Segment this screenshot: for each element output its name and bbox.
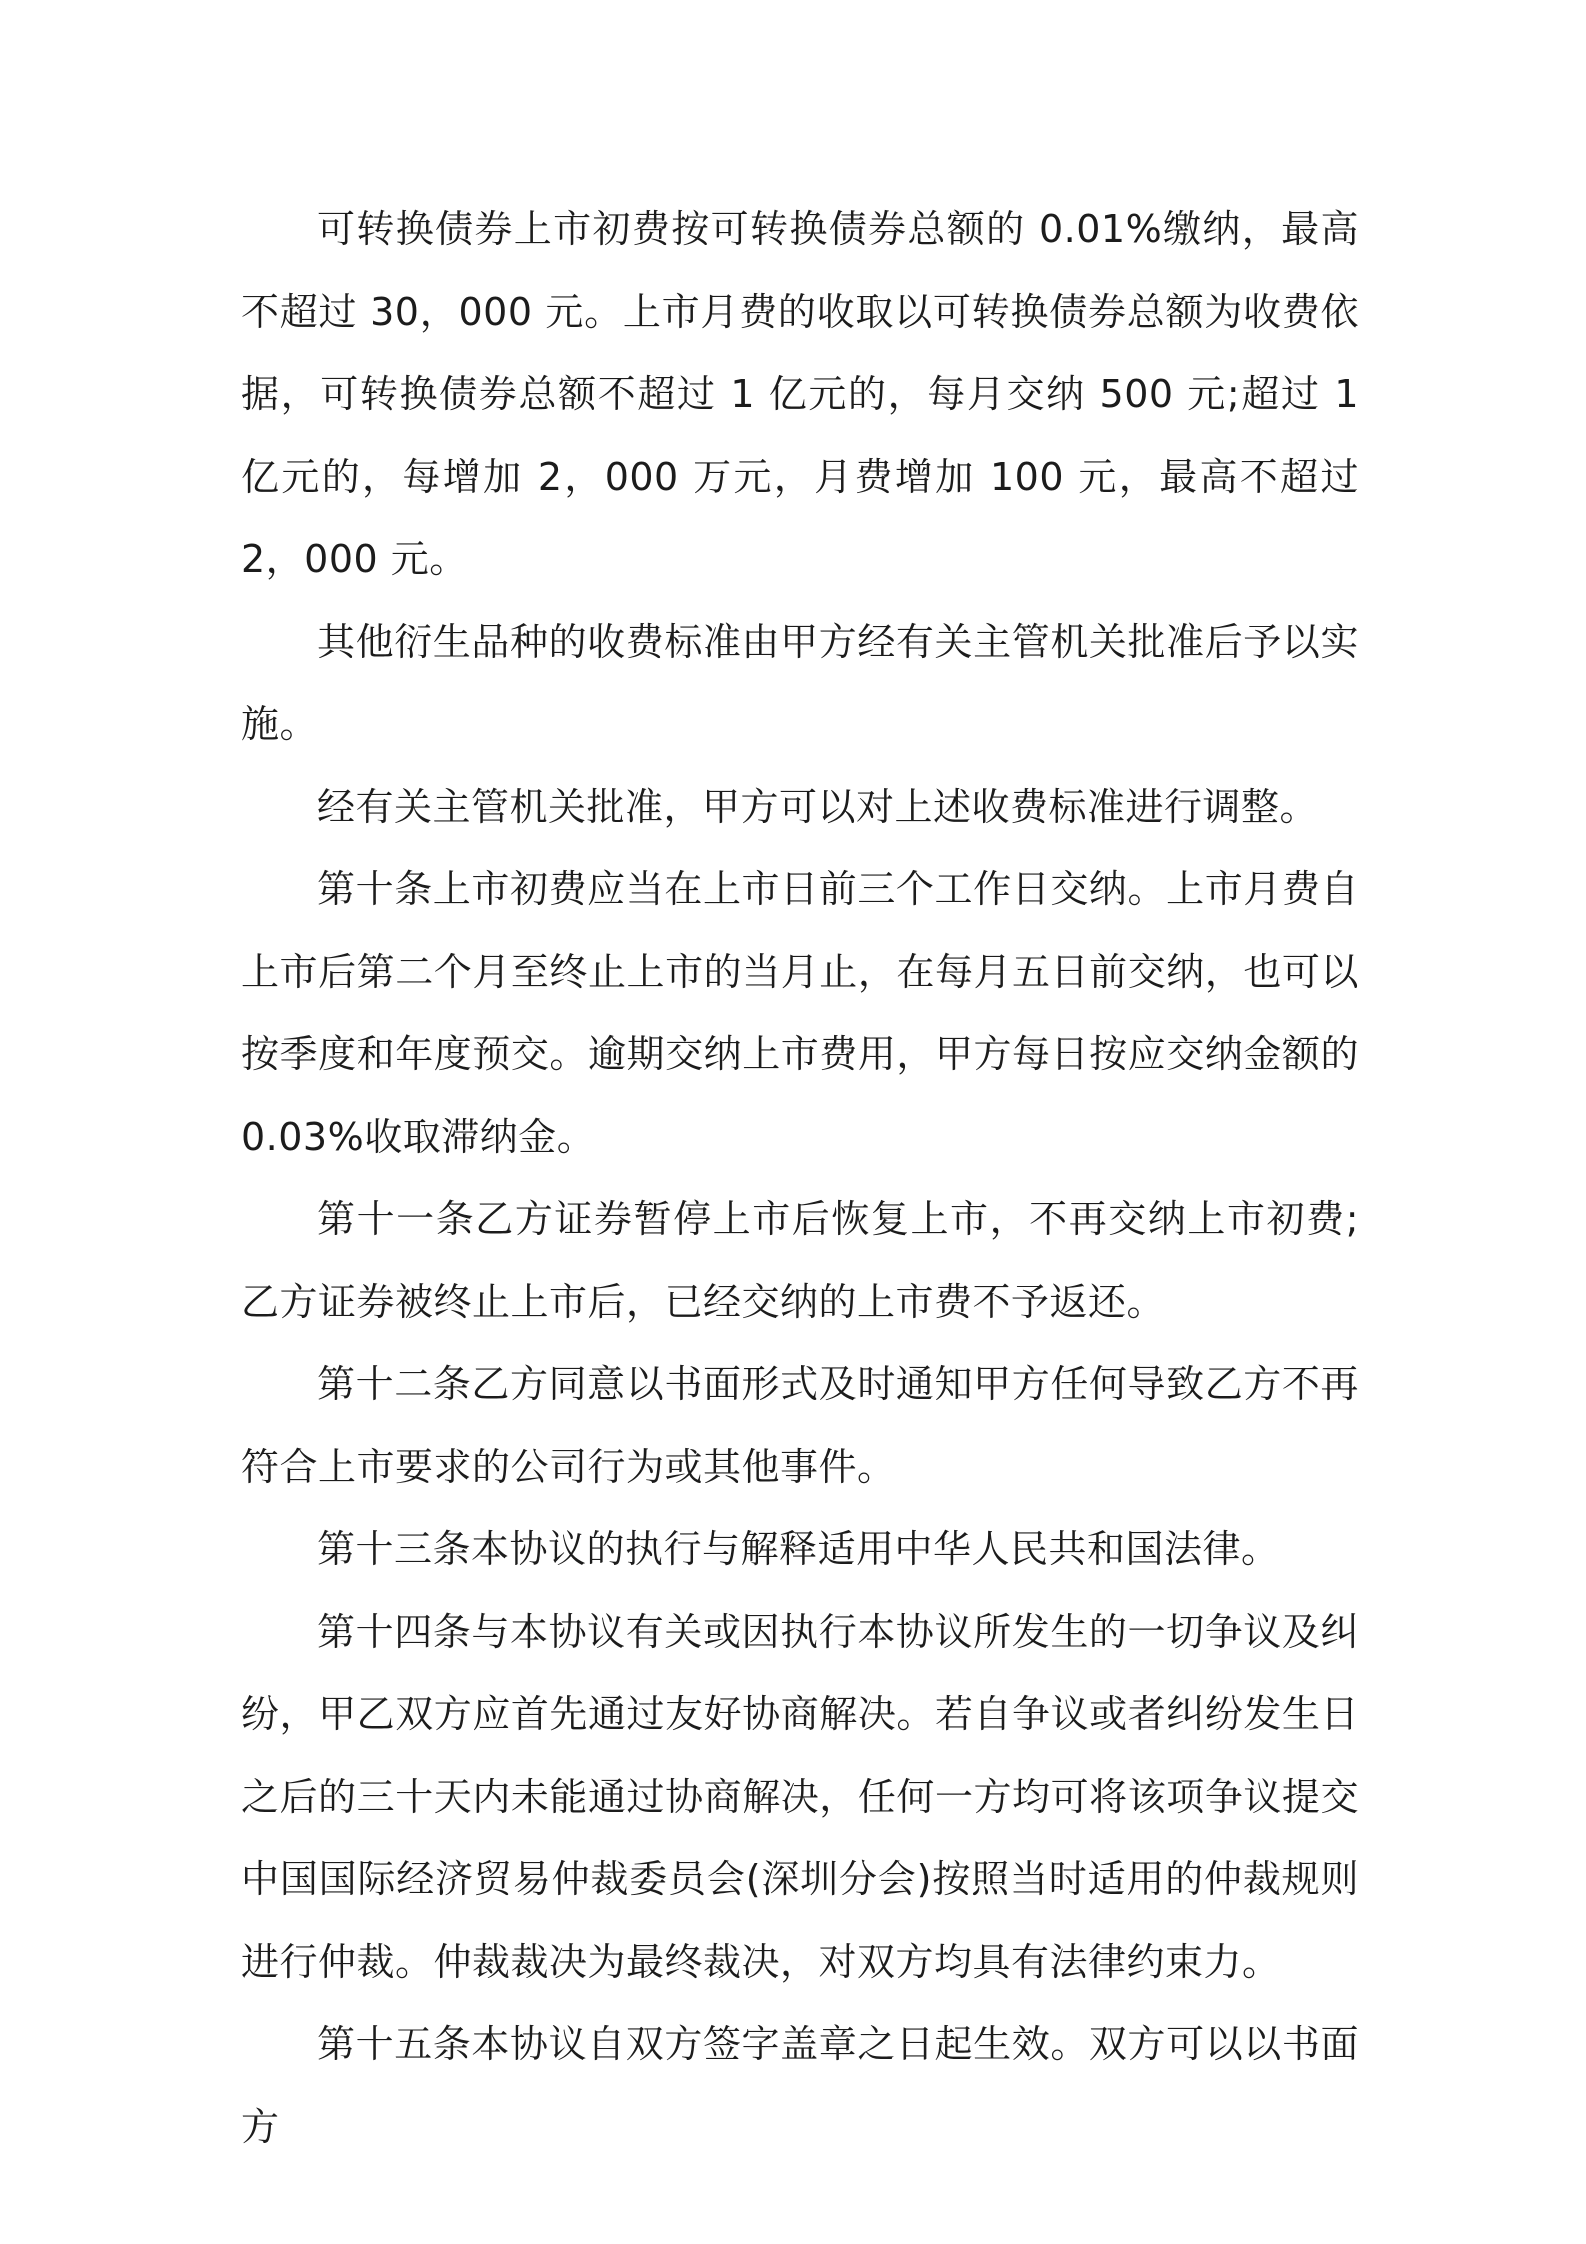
paragraph-article-13: 第十三条本协议的执行与解释适用中华人民共和国法律。: [317, 1527, 1280, 1571]
paragraph-convertible-bond-fees: 可转换债券上市初费按可转换债券总额的 0.01%缴纳，最高不超过 30，000 元。上市月费的收取以可转换债券总额为收费依据，可转换债券总额不超过 1 亿元的，每月交纳 500 元;超过 1 亿元的，每增加 2，000 万元，月费增加 100 元，最高不超过 2，000 元。: [241, 207, 1359, 581]
paragraph-article-11: 第十一条乙方证券暂停上市后恢复上市，不再交纳上市初费;乙方证券被终止上市后，已经交纳的上市费不予返还。: [241, 1197, 1359, 1324]
paragraph-derivative-fees: 其他衍生品种的收费标准由甲方经有关主管机关批准后予以实施。: [241, 619, 1359, 746]
paragraph-article-10: 第十条上市初费应当在上市日前三个工作日交纳。上市月费自上市后第二个月至终止上市的当月止，在每月五日前交纳，也可以按季度和年度预交。逾期交纳上市费用，甲方每日按应交纳金额的 0.03%收取滞纳金。: [241, 867, 1359, 1159]
paragraph-article-14: 第十四条与本协议有关或因执行本协议所发生的一切争议及纠纷，甲乙双方应首先通过友好协商解决。若自争议或者纠纷发生日之后的三十天内未能通过协商解决，任何一方均可将该项争议提交中国国际经济贸易仲裁委员会(深圳分会)按照当时适用的仲裁规则进行仲裁。仲裁裁决为最终裁决，对双方均具有法律约束力。: [241, 1609, 1359, 1984]
paragraph-fee-adjustment: 经有关主管机关批准，甲方可以对上述收费标准进行调整。: [317, 784, 1319, 829]
paragraph-article-12: 第十二条乙方同意以书面形式及时通知甲方任何导致乙方不再符合上市要求的公司行为或其他事件。: [241, 1362, 1359, 1489]
document-body: [241, 188, 1359, 2168]
paragraph-article-15: 第十五条本协议自双方签字盖章之日起生效。双方可以以书面方: [241, 2022, 1359, 2149]
